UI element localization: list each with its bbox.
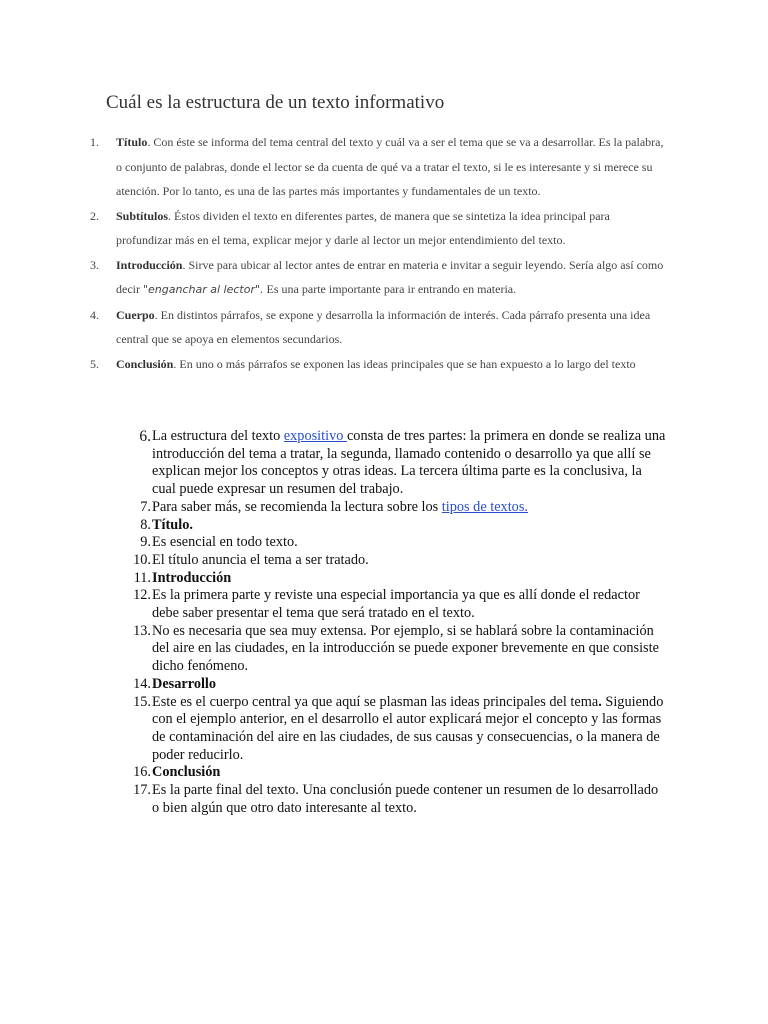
item-text: Es la parte final del texto. Una conclusión puede contener un resumen de lo desarrollado o bien algún que otro dato interesante al texto. (152, 782, 659, 816)
list-item (126, 428, 666, 499)
item-text: El título anuncia el tema a ser tratado. (152, 551, 369, 568)
list-number: 6. (139, 428, 151, 445)
list-item (90, 204, 665, 253)
list-item (90, 253, 665, 303)
item-text: Es la primera parte y reviste una especial importancia ya que es allí donde el redactor debe saber presentar el tema que será tratado en el texto. (152, 587, 640, 622)
list-number: 12. (133, 587, 151, 604)
item-term: Conclusión (116, 356, 174, 371)
bold-period: . (598, 693, 602, 710)
list-number: 17. (133, 782, 151, 799)
list-item (90, 130, 665, 204)
item-text: Este es el cuerpo central ya que aquí se plasman las ideas principales del tema (152, 693, 599, 710)
item-term: Cuerpo (116, 307, 155, 322)
list-number: 2. (90, 208, 99, 223)
structure-list-summary (90, 130, 665, 376)
handwritten-quote: "enganchar al lector". (142, 283, 264, 296)
list-number: 5. (90, 356, 99, 371)
item-text: Es esencial en todo texto. (152, 534, 298, 551)
list-number: 1. (90, 135, 99, 149)
list-item (126, 676, 666, 694)
item-text-continued: consta de tres partes: la primera en donde se realiza una introducción del tema a tratar, la segunda, llamado contenido o desarrollo ya que allí se explican mejor los conceptos y otras ideas. La tercera última parte es la conclusiva, la cual puede expresar un resumen del trabajo. (152, 428, 666, 498)
list-item (126, 499, 666, 517)
section-heading: Conclusión (152, 764, 221, 781)
list-number: 10. (133, 551, 151, 568)
list-item (126, 534, 666, 552)
list-number: 16. (133, 764, 151, 781)
list-item (126, 517, 666, 535)
list-item (126, 782, 666, 817)
item-text: Para saber más, se recomienda la lectura sobre los (152, 498, 442, 515)
list-number: 15. (133, 693, 151, 710)
item-text: . Éstos dividen el texto en diferentes partes, de manera que se sintetiza la idea principal para profundizar más en el tema, explicar mejor y darle al lector un mejor entendimiento del texto. (116, 208, 610, 247)
list-number: 13. (133, 622, 151, 639)
list-item (90, 352, 665, 377)
item-text: . En uno o más párrafos se exponen las ideas principales que se han expuesto a lo largo del texto (173, 356, 636, 371)
item-term: Título (116, 135, 148, 149)
list-number: 14. (133, 675, 151, 692)
section-heading: Título. (152, 516, 193, 533)
page-title: Cuál es la estructura de un texto informativo (106, 92, 445, 113)
list-number: 3. (90, 257, 99, 272)
tipos-de-textos-link[interactable]: tipos de textos. (441, 498, 528, 515)
list-number: 9. (140, 534, 151, 551)
section-heading: Introducción (152, 569, 232, 586)
item-text: . En distintos párrafos, se expone y desarrolla la información de interés. Cada párrafo presenta una idea central que se apoya en elementos secundarios. (116, 307, 651, 346)
item-text: . Sirve para ubicar al lector antes de entrar en materia e invitar a seguir leyendo. Sería algo así como decir (116, 257, 664, 296)
item-text: . Con éste se informa del tema central del texto y cuál va a ser el tema que se va a desarrollar. Es la palabra, o conjunto de palabras, donde el lector se da cuenta de qué va a tratar el texto, si le es interesante y si merece su atención. Por lo tanto, es una de las partes más importantes y fundamentales de un texto. (116, 135, 664, 198)
expositivo-link[interactable]: expositivo (283, 428, 347, 444)
item-text: La estructura del texto (152, 428, 284, 444)
list-number: 8. (140, 516, 151, 533)
structure-list-detail (126, 428, 666, 817)
section-heading: Desarrollo (152, 675, 217, 692)
list-number: 7. (140, 498, 151, 515)
item-text-continued: Siguiendo con el ejemplo anterior, en el desarrollo el autor explicará mejor el concepto y las formas de contaminación del aire en las ciudades, de sus causas y consecuencias, o la manera de poder reducirlo. (152, 693, 664, 763)
list-item (126, 694, 666, 765)
list-item (126, 623, 666, 676)
list-number: 4. (90, 307, 99, 322)
list-item (90, 303, 665, 352)
list-item (126, 552, 666, 570)
list-item (126, 570, 666, 588)
list-item (126, 587, 666, 622)
item-term: Subtítulos (116, 208, 169, 223)
item-term: Introducción (116, 257, 183, 272)
item-text-continued: Es una parte importante para ir entrando en materia. (263, 282, 517, 296)
list-number: 11. (133, 569, 151, 586)
list-item (126, 764, 666, 782)
item-text: No es necesaria que sea muy extensa. Por ejemplo, si se hablará sobre la contaminación del aire en las ciudades, en la introducción se puede exponer brevemente en que consiste dicho fenómeno. (152, 622, 659, 675)
